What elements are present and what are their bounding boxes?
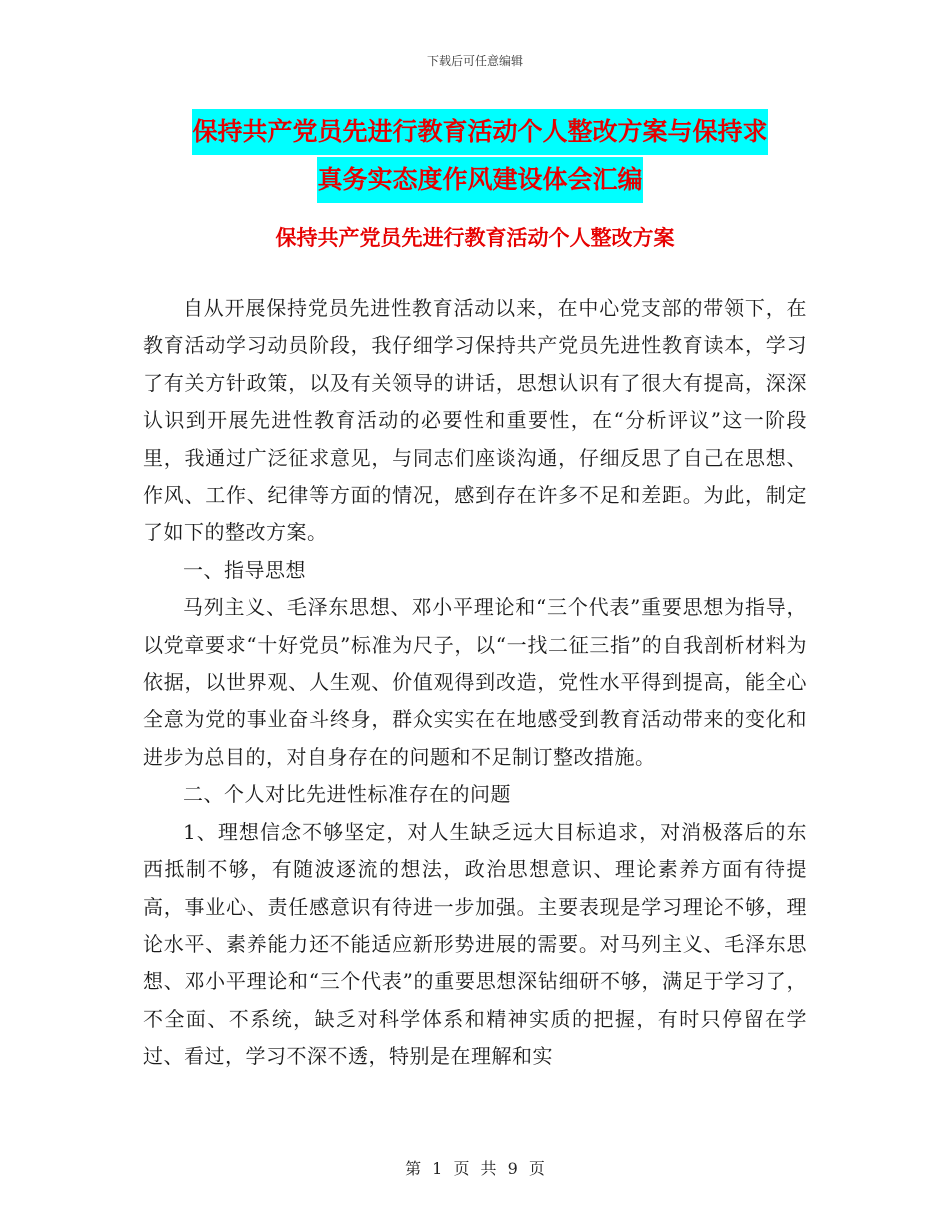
body-paragraph: 1、理想信念不够坚定，对人生缺乏远大目标追求，对消极落后的东西抵制不够，有随波逐流的想法，政治思想意识、理论素养方面有待提高，事业心、责任感意识有待进一步加强。主要表现是学习理论不够，理论水平、素养能力还不能适应新形势进展的需要。对马列主义、毛泽东思想、邓小平理论和“三个代表”的重要思想深钻细研不够，满足于学习了，不全面、不系统，缺乏对科学体系和精神实质的把握，有时只停留在学过、看过，学习不深不透，特别是在理解和实 <box>143 819 807 1069</box>
document-title <box>140 108 820 204</box>
section-heading-guiding-thought: 一、指导思想 <box>183 557 306 582</box>
document-title-line-1: 保持共产党员先进行教育活动个人整改方案与保持求 <box>192 109 767 155</box>
section-heading-problems: 二、个人对比先进性标准存在的问题 <box>183 782 511 807</box>
document-title-line-2: 真务实态度作风建设体会汇编 <box>317 157 642 203</box>
section-title: 保持共产党员先进行教育活动个人整改方案 <box>275 225 675 250</box>
page-number: 第 1 页 共 9 页 <box>405 1159 545 1178</box>
document-body <box>143 290 807 1076</box>
header-note: 下载后可任意编辑 <box>426 54 523 68</box>
body-paragraph: 自从开展保持党员先进性教育活动以来，在中心党支部的带领下，在教育活动学习动员阶段，我仔细学习保持共产党员先进性教育读本，学习了有关方针政策，以及有关领导的讲话，思想认识有了很大有提高，深深认识到开展先进性教育活动的必要性和重要性，在“分析评议”这一阶段里，我通过广泛征求意见，与同志们座谈沟通，仔细反思了自己在思想、作风、工作、纪律等方面的情况，感到存在许多不足和差距。为此，制定了如下的整改方案。 <box>143 296 807 545</box>
body-paragraph: 马列主义、毛泽东思想、邓小平理论和“三个代表”重要思想为指导，以党章要求“十好党员”标准为尺子，以“一找二征三指”的自我剖析材料为依据，以世界观、人生观、价值观得到改造，党性水平得到提高，能全心全意为党的事业奋斗终身，群众实实在在地感受到教育活动带来的变化和进步为总目的，对自身存在的问题和不足制订整改措施。 <box>143 595 807 769</box>
